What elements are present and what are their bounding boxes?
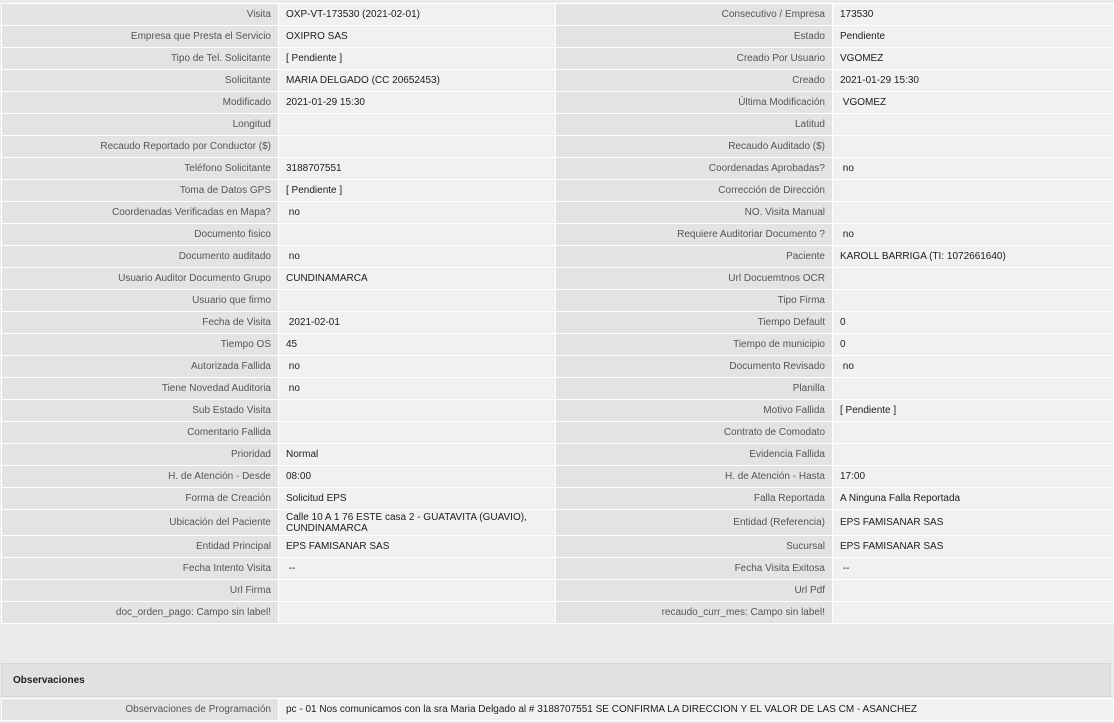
field-label: Coordenadas Aprobadas? xyxy=(556,158,833,180)
detail-row xyxy=(2,378,1114,400)
detail-row xyxy=(2,602,1114,624)
field-value: 2021-01-29 15:30 xyxy=(833,70,1114,92)
field-label: Consecutivo / Empresa xyxy=(556,4,833,26)
field-value: VGOMEZ xyxy=(833,48,1114,70)
field-label: Observaciones de Programación xyxy=(2,699,279,721)
field-value: VGOMEZ xyxy=(833,92,1114,114)
field-value xyxy=(833,378,1114,400)
field-label: Documento fisico xyxy=(2,224,279,246)
field-value xyxy=(833,602,1114,624)
field-label: Tiene Novedad Auditoria xyxy=(2,378,279,400)
field-value: CUNDINAMARCA xyxy=(279,268,556,290)
field-value xyxy=(279,602,556,624)
field-label: Usuario Auditor Documento Grupo xyxy=(2,268,279,290)
field-label: Fecha Intento Visita xyxy=(2,558,279,580)
detail-row xyxy=(2,4,1114,26)
field-label: Tiempo de municipio xyxy=(556,334,833,356)
field-value xyxy=(279,422,556,444)
field-label: recaudo_curr_mes: Campo sin label! xyxy=(556,602,833,624)
detail-row xyxy=(2,92,1114,114)
field-label: Recaudo Reportado por Conductor ($) xyxy=(2,136,279,158)
field-value xyxy=(279,114,556,136)
field-label: Fecha Visita Exitosa xyxy=(556,558,833,580)
field-value: OXIPRO SAS xyxy=(279,26,556,48)
field-label: Url Firma xyxy=(2,580,279,602)
detail-row xyxy=(2,466,1114,488)
field-label: Url Pdf xyxy=(556,580,833,602)
detail-row xyxy=(2,312,1114,334)
field-label: Empresa que Presta el Servicio xyxy=(2,26,279,48)
field-value: MARIA DELGADO (CC 20652453) xyxy=(279,70,556,92)
field-value: 0 xyxy=(833,334,1114,356)
detail-row xyxy=(2,356,1114,378)
field-label: Prioridad xyxy=(2,444,279,466)
observaciones-table xyxy=(1,698,1114,721)
detail-row xyxy=(2,290,1114,312)
detail-row xyxy=(2,180,1114,202)
field-value: no xyxy=(279,202,556,224)
field-label: Recaudo Auditado ($) xyxy=(556,136,833,158)
field-value: 2021-02-01 xyxy=(279,312,556,334)
field-value: EPS FAMISANAR SAS xyxy=(833,536,1114,558)
field-value xyxy=(833,180,1114,202)
field-value: 3188707551 xyxy=(279,158,556,180)
field-label: Documento auditado xyxy=(2,246,279,268)
field-label: Longitud xyxy=(2,114,279,136)
field-value: -- xyxy=(833,558,1114,580)
detail-row xyxy=(2,70,1114,92)
field-label: Entidad (Referencia) xyxy=(556,510,833,536)
field-value: EPS FAMISANAR SAS xyxy=(279,536,556,558)
field-label: Documento Revisado xyxy=(556,356,833,378)
detail-row xyxy=(2,580,1114,602)
field-label: Ubicación del Paciente xyxy=(2,510,279,536)
detail-row xyxy=(2,268,1114,290)
field-label: Contrato de Comodato xyxy=(556,422,833,444)
field-label: Modificado xyxy=(2,92,279,114)
field-label: Sub Estado Visita xyxy=(2,400,279,422)
field-label: Tiempo Default xyxy=(556,312,833,334)
field-label: Sucursal xyxy=(556,536,833,558)
field-value: no xyxy=(279,356,556,378)
field-label: Motivo Fallida xyxy=(556,400,833,422)
field-label: H. de Atención - Desde xyxy=(2,466,279,488)
field-value: Solicitud EPS xyxy=(279,488,556,510)
field-label: Tiempo OS xyxy=(2,334,279,356)
field-value: no xyxy=(279,246,556,268)
field-label: Latitud xyxy=(556,114,833,136)
field-value: no xyxy=(833,356,1114,378)
field-value: EPS FAMISANAR SAS xyxy=(833,510,1114,536)
field-value xyxy=(833,580,1114,602)
detail-row xyxy=(2,488,1114,510)
field-value: Normal xyxy=(279,444,556,466)
field-value: 08:00 xyxy=(279,466,556,488)
field-label: Teléfono Solicitante xyxy=(2,158,279,180)
field-label: Coordenadas Verificadas en Mapa? xyxy=(2,202,279,224)
detail-row xyxy=(2,334,1114,356)
field-value xyxy=(279,580,556,602)
field-label: Tipo Firma xyxy=(556,290,833,312)
field-value xyxy=(833,422,1114,444)
detail-row xyxy=(2,510,1114,536)
detail-row xyxy=(2,136,1114,158)
detail-row xyxy=(2,158,1114,180)
field-label: Forma de Creación xyxy=(2,488,279,510)
detail-row xyxy=(2,48,1114,70)
field-label: Corrección de Dirección xyxy=(556,180,833,202)
field-value xyxy=(279,400,556,422)
field-label: Última Modificación xyxy=(556,92,833,114)
detail-row xyxy=(2,422,1114,444)
field-value: pc - 01 Nos comunicamos con la sra Maria Delgado al # 3188707551 SE CONFIRMA LA DIRECCION Y EL VALOR DE LAS CM - ASANCHEZ xyxy=(279,699,1114,721)
detail-row xyxy=(2,400,1114,422)
field-label: Paciente xyxy=(556,246,833,268)
detail-row xyxy=(2,536,1114,558)
field-label: Tipo de Tel. Solicitante xyxy=(2,48,279,70)
field-label: Creado Por Usuario xyxy=(556,48,833,70)
field-value: no xyxy=(279,378,556,400)
observaciones-header: Observaciones xyxy=(1,663,1111,697)
field-label: Creado xyxy=(556,70,833,92)
detail-row xyxy=(2,202,1114,224)
field-value: A Ninguna Falla Reportada xyxy=(833,488,1114,510)
field-value: Calle 10 A 1 76 ESTE casa 2 - GUATAVITA (GUAVIO), CUNDINAMARCA xyxy=(279,510,556,536)
visit-detail-table xyxy=(1,3,1114,624)
field-value: 17:00 xyxy=(833,466,1114,488)
field-label: Entidad Principal xyxy=(2,536,279,558)
field-label: Comentario Fallida xyxy=(2,422,279,444)
field-value: 0 xyxy=(833,312,1114,334)
field-label: Falla Reportada xyxy=(556,488,833,510)
field-value xyxy=(833,444,1114,466)
field-label: Evidencia Fallida xyxy=(556,444,833,466)
detail-row xyxy=(2,246,1114,268)
field-value xyxy=(279,224,556,246)
field-value: -- xyxy=(279,558,556,580)
field-value xyxy=(279,290,556,312)
field-value: [ Pendiente ] xyxy=(833,400,1114,422)
field-label: NO. Visita Manual xyxy=(556,202,833,224)
field-label: Usuario que firmo xyxy=(2,290,279,312)
field-value: 173530 xyxy=(833,4,1114,26)
field-value: Pendiente xyxy=(833,26,1114,48)
field-value xyxy=(833,268,1114,290)
field-value: KAROLL BARRIGA (TI: 1072661640) xyxy=(833,246,1114,268)
field-value: 2021-01-29 15:30 xyxy=(279,92,556,114)
field-value xyxy=(833,290,1114,312)
field-value: no xyxy=(833,158,1114,180)
field-label: Fecha de Visita xyxy=(2,312,279,334)
field-value: OXP-VT-173530 (2021-02-01) xyxy=(279,4,556,26)
detail-row xyxy=(2,444,1114,466)
field-label: doc_orden_pago: Campo sin label! xyxy=(2,602,279,624)
field-label: Requiere Auditoriar Documento ? xyxy=(556,224,833,246)
detail-row xyxy=(2,558,1114,580)
field-value: [ Pendiente ] xyxy=(279,48,556,70)
field-value xyxy=(833,202,1114,224)
field-value xyxy=(833,114,1114,136)
field-label: Toma de Datos GPS xyxy=(2,180,279,202)
field-value xyxy=(279,136,556,158)
field-label: Planilla xyxy=(556,378,833,400)
field-value xyxy=(833,136,1114,158)
field-value: 45 xyxy=(279,334,556,356)
detail-row xyxy=(2,224,1114,246)
detail-row xyxy=(2,114,1114,136)
field-label: H. de Atención - Hasta xyxy=(556,466,833,488)
field-label: Url Docuemtnos OCR xyxy=(556,268,833,290)
field-label: Autorizada Fallida xyxy=(2,356,279,378)
field-value: no xyxy=(833,224,1114,246)
field-label: Estado xyxy=(556,26,833,48)
field-value: [ Pendiente ] xyxy=(279,180,556,202)
detail-row xyxy=(2,26,1114,48)
observaciones-row xyxy=(2,699,1114,721)
field-label: Solicitante xyxy=(2,70,279,92)
field-label: Visita xyxy=(2,4,279,26)
